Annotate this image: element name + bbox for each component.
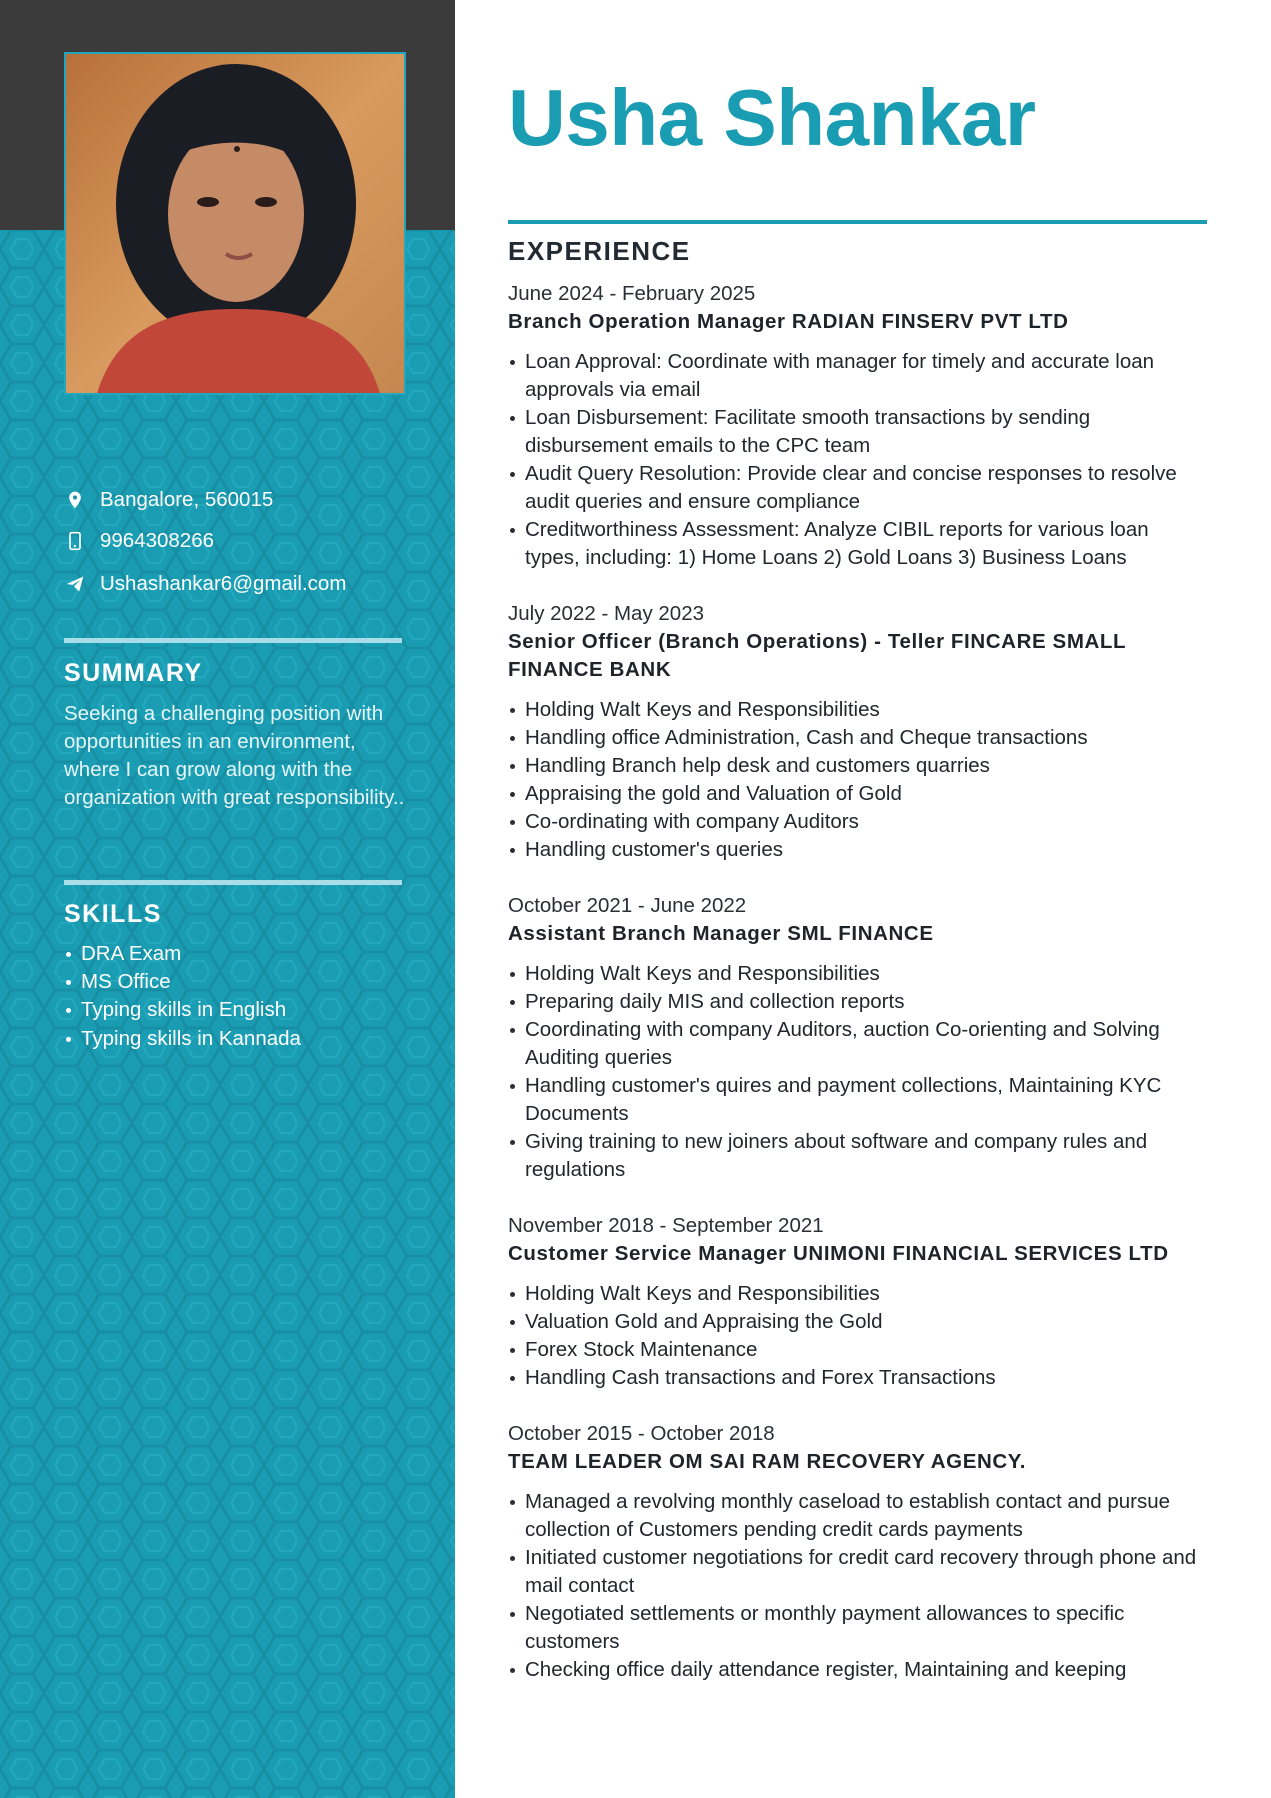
contact-location (64, 488, 404, 512)
job-date: November 2018 - September 2021 (508, 1214, 824, 1237)
job-date: July 2022 - May 2023 (508, 602, 705, 625)
experience-heading: EXPERIENCE (508, 236, 691, 266)
job-bullet: Checking office daily attendance register, Maintaining and keeping (508, 1656, 1208, 1684)
job-bullets (508, 348, 1208, 572)
job-date: October 2021 - June 2022 (508, 894, 747, 917)
job-bullet: Negotiated settlements or monthly payment allowances to specific customers (508, 1600, 1208, 1656)
map-pin-icon (64, 489, 86, 511)
job-bullet: Forex Stock Maintenance (508, 1336, 1208, 1364)
job-bullet: Holding Walt Keys and Responsibilities (508, 1280, 1208, 1308)
job-bullets (508, 1280, 1208, 1392)
job-bullet: Handling customer's queries (508, 836, 1208, 864)
job-bullet: Creditworthiness Assessment: Analyze CIBIL reports for various loan types, including: 1) Home Loans 2) Gold Loans 3) Business Loans (508, 516, 1208, 572)
job-bullet: Appraising the gold and Valuation of Gold (508, 780, 1208, 808)
experience-list (508, 280, 1208, 1712)
sidebar (0, 0, 455, 1798)
job-entry (508, 1212, 1208, 1392)
email-text: Ushashankar6@gmail.com (100, 572, 347, 595)
job-entry (508, 1420, 1208, 1684)
skills-list (64, 940, 301, 1053)
job-bullet: Managed a revolving monthly caseload to establish contact and pursue collection of Customers pending credit cards payments (508, 1488, 1208, 1544)
job-title: Assistant Branch Manager SML FINANCE (508, 922, 934, 945)
contact-email (64, 572, 404, 596)
job-bullet: Audit Query Resolution: Provide clear and concise responses to resolve audit queries and ensure compliance (508, 460, 1208, 516)
job-title: TEAM LEADER OM SAI RAM RECOVERY AGENCY. (508, 1450, 1027, 1473)
skills-divider (64, 880, 402, 885)
summary-divider (64, 638, 402, 643)
profile-photo (64, 52, 406, 395)
job-entry (508, 280, 1208, 572)
job-bullets (508, 1488, 1208, 1684)
job-bullet: Giving training to new joiners about software and company rules and regulations (508, 1128, 1208, 1184)
candidate-name: Usha Shankar (508, 73, 1036, 162)
skill-item: Typing skills in Kannada (64, 1025, 301, 1053)
job-date: October 2015 - October 2018 (508, 1422, 775, 1445)
job-date: June 2024 - February 2025 (508, 282, 756, 305)
job-bullet: Coordinating with company Auditors, auction Co-orienting and Solving Auditing queries (508, 1016, 1208, 1072)
job-title: Customer Service Manager UNIMONI FINANCIAL SERVICES LTD (508, 1242, 1169, 1265)
job-bullet: Loan Disbursement: Facilitate smooth transactions by sending disbursement emails to the CPC team (508, 404, 1208, 460)
job-bullet: Co-ordinating with company Auditors (508, 808, 1208, 836)
contact-phone (64, 529, 404, 553)
job-bullet: Valuation Gold and Appraising the Gold (508, 1308, 1208, 1336)
skill-item: DRA Exam (64, 940, 301, 968)
job-bullet: Handling office Administration, Cash and Cheque transactions (508, 724, 1208, 752)
job-entry (508, 600, 1208, 864)
skill-item: MS Office (64, 968, 301, 996)
job-bullet: Handling Cash transactions and Forex Transactions (508, 1364, 1208, 1392)
paper-plane-icon (64, 573, 86, 595)
experience-divider (508, 220, 1207, 224)
job-bullet: Initiated customer negotiations for credit card recovery through phone and mail contact (508, 1544, 1208, 1600)
job-bullet: Holding Walt Keys and Responsibilities (508, 960, 1208, 988)
location-text: Bangalore, 560015 (100, 488, 274, 511)
job-bullet: Loan Approval: Coordinate with manager for timely and accurate loan approvals via email (508, 348, 1208, 404)
job-bullets (508, 960, 1208, 1184)
job-bullet: Preparing daily MIS and collection reports (508, 988, 1208, 1016)
job-entry (508, 892, 1208, 1184)
job-bullet: Handling Branch help desk and customers quarries (508, 752, 1208, 780)
job-bullet: Holding Walt Keys and Responsibilities (508, 696, 1208, 724)
job-title: Branch Operation Manager RADIAN FINSERV PVT LTD (508, 310, 1069, 333)
summary-heading: SUMMARY (64, 659, 203, 687)
mobile-phone-icon (64, 530, 86, 552)
job-title: Senior Officer (Branch Operations) - Teller FINCARE SMALL FINANCE BANK (508, 630, 1126, 681)
phone-text: 9964308266 (100, 529, 215, 552)
skills-heading: SKILLS (64, 900, 162, 928)
summary-text: Seeking a challenging position with opportunities in an environment, where I can grow along with the organization with great responsibility.. (64, 702, 405, 809)
job-bullet: Handling customer's quires and payment collections, Maintaining KYC Documents (508, 1072, 1208, 1128)
job-bullets (508, 696, 1208, 864)
skill-item: Typing skills in English (64, 996, 301, 1024)
